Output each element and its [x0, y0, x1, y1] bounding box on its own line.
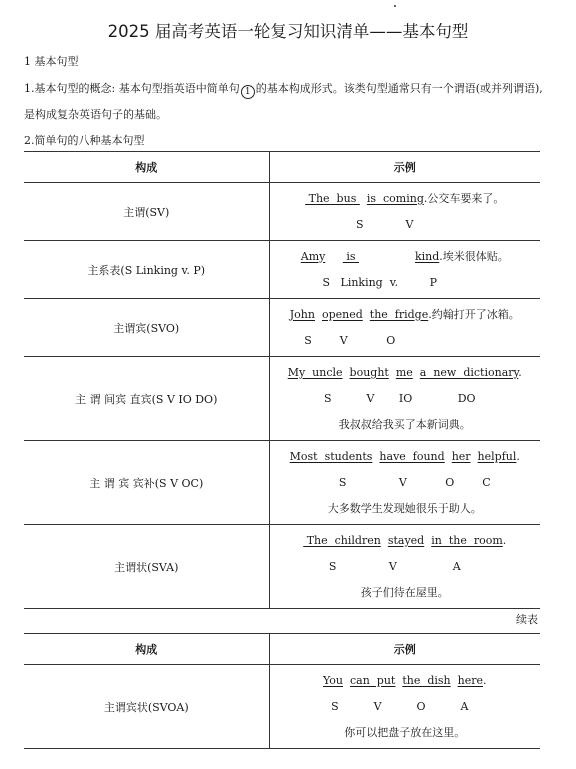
circled-number: 1 — [241, 85, 255, 99]
page-title: 2025 届高考英语一轮复习知识清单——基本句型 — [107, 22, 469, 41]
example-sentence: John opened the fridge.约翰打开了冰箱。 — [289, 307, 520, 321]
structure-cell: 主系表(S Linking v. P) — [24, 241, 269, 299]
header-example: 示例 — [269, 152, 540, 183]
concept-paragraph-line2: 是构成复杂英语句子的基础。 — [24, 108, 167, 121]
example-translation: 大多数学生发现她很乐于助人。 — [327, 501, 482, 515]
component-labels: S V IO DO — [323, 391, 476, 405]
sentence-pattern-table-continued — [24, 633, 540, 749]
example-cell — [269, 441, 540, 525]
component-labels: S V — [356, 217, 414, 231]
example-cell — [269, 299, 540, 357]
component-labels: S V O A — [331, 699, 469, 713]
concept-text-before: 1.基本句型的概念: 基本句型指英语中简单句 — [24, 82, 240, 95]
example-sentence: The bus is coming.公交车要来了。 — [305, 191, 505, 205]
example-sentence: Most students have found her helpful. — [289, 449, 520, 463]
table-header-row — [24, 152, 540, 183]
continued-label: 续表 — [516, 613, 538, 626]
component-labels: S V O — [304, 333, 396, 347]
component-labels: S V A — [328, 559, 461, 573]
example-cell — [269, 183, 540, 241]
example-translation: 你可以把盘子放在这里。 — [344, 725, 466, 739]
scan-dot — [394, 5, 396, 7]
component-labels: S V O C — [338, 475, 491, 489]
concept-text-after: 的基本构成形式。该类句型通常只有一个谓语(或并列谓语), — [255, 82, 543, 95]
table-row — [24, 357, 540, 441]
table-row — [24, 665, 540, 749]
structure-cell: 主谓(SV) — [24, 183, 269, 241]
structure-cell: 主 谓 宾 宾补(S V OC) — [24, 441, 269, 525]
section-heading: 1 基本句型 — [24, 55, 79, 68]
example-translation: 孩子们待在屋里。 — [360, 585, 449, 599]
structure-cell: 主 谓 间宾 直宾(S V IO DO) — [24, 357, 269, 441]
example-translation: 我叔叔给我买了本新词典。 — [338, 417, 471, 431]
subsection-heading: 2.简单句的八种基本句型 — [24, 134, 145, 147]
table-row — [24, 441, 540, 525]
structure-cell: 主谓状(SVA) — [24, 525, 269, 609]
table-row — [24, 525, 540, 609]
example-sentence: Amy is kind.埃米很体贴。 — [300, 249, 509, 263]
example-cell — [269, 525, 540, 609]
header-structure: 构成 — [24, 634, 269, 665]
sentence-pattern-table — [24, 151, 540, 609]
concept-paragraph-line1 — [24, 80, 543, 99]
structure-cell: 主谓宾(SVO) — [24, 299, 269, 357]
header-structure: 构成 — [24, 152, 269, 183]
component-labels: S Linking v. P — [322, 275, 437, 289]
table-row — [24, 299, 540, 357]
structure-cell: 主谓宾状(SVOA) — [24, 665, 269, 749]
example-cell — [269, 357, 540, 441]
example-sentence: The children stayed in the room. — [303, 533, 507, 547]
example-cell — [269, 241, 540, 299]
table-row — [24, 241, 540, 299]
table-header-row — [24, 634, 540, 665]
example-cell — [269, 665, 540, 749]
example-sentence: My uncle bought me a new dictionary. — [287, 365, 522, 379]
example-sentence: You can put the dish here. — [322, 673, 487, 687]
table-row — [24, 183, 540, 241]
header-example: 示例 — [269, 634, 540, 665]
